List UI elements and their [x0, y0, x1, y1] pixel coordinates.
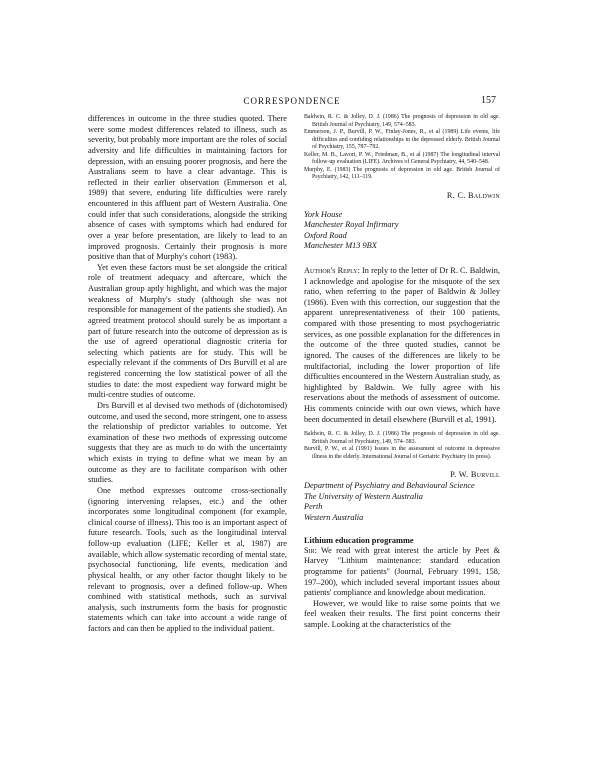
address-line: Western Australia: [304, 513, 364, 523]
salutation: Sir:: [304, 545, 317, 555]
reference-list: [304, 431, 500, 461]
author-signature: P. W. Burvill: [450, 470, 500, 480]
address-line: York House: [304, 209, 343, 219]
body-paragraph: differences in outcome in the three studies quoted. There were some modest differences related to illness, such as severity, but probably more important are the roles of social adversity and life difficulties in maintaining factors for depression, with an ensuing poorer prognosis, and here the Australians seem to have a clear advantage. This is reflected in their earlier observation (Emmerson et al, 1989) that severe, enduring life difficulties were rarely encountered in this affluent part of Western Australia. One could infer that such considerations, alongside the striking absence of cases with symptoms which had endured for over a year before presentation, are likely to lead to an improved prognosis. Certainly their prognosis is more positive than that of Murphy's cohort (1983).: [88, 114, 287, 262]
reference-item: Baldwin, R. C. & Jolley, D. J. (1986) The prognosis of depression in old age. British Journal of Psychiatry, 149, 574–583.: [304, 431, 500, 445]
author-signature: R. C. Baldwin: [446, 190, 500, 200]
running-head: CORRESPONDENCE: [243, 96, 341, 106]
reference-item: Keller, M. B., Lavori, P. W., Friedman, B., et al (1987) The longitudinal interval follow-up evaluation (LIFE). Archives of General Psychiatry, 44, 540–548.: [304, 151, 500, 165]
reference-item: Murphy, E. (1983) The prognosis of depression in old age. British Journal of Psychiatry, 142, 111–119.: [304, 166, 500, 180]
address-line: Manchester M13 9BX: [304, 241, 377, 251]
address-line: The University of Western Australia: [304, 491, 423, 501]
address-line: Oxford Road: [304, 230, 347, 240]
page-number: 157: [481, 95, 496, 106]
author-address: [304, 210, 500, 252]
author-address: [304, 481, 500, 523]
letter-paragraph: However, we would like to raise some points that we feel weaken their results. The first point concerns their sample. Looking at the characteristics of the: [304, 598, 500, 629]
letter-text: We read with great interest the article by Peet & Harvey "Lithium maintenance: standard education programme for patients" (Journal, February 1991, 158, 197–200), which included several important issues about patients' compliance and knowledge about medication.: [304, 545, 500, 598]
right-column: [304, 114, 500, 631]
address-line: Manchester Royal Infirmary: [304, 220, 399, 230]
body-paragraph: Drs Burvill et al devised two methods of (dichotomised) outcome, and used the second, more stringent, one to assess the relationship of predictor variables to outcome. Yet examination of these two methods of expressing outcome suggests that they are as much to do with the uncertainty which exists in trying to define what we mean by an outcome as they are to facilitate comparison with other studies.: [88, 400, 287, 485]
reply-text: In reply to the letter of Dr R. C. Baldwin, I acknowledge and apologise for the misquote of the sex ratio, when referring to the paper of Baldwin & Jolley (1986). Even with this correction, our suggestion that the apparent unrepresentativeness of their 100 patients, compared with those presenting to most psychogeriatric services, as one possible explanation for the differences in the outcome of the three quoted studies, cannot be ignored. The causes of the differences are likely to be multifactorial, including the lower proportion of life difficulties encountered in the Western Australian study, as highlighted by Baldwin. We fully agree with his reservations about the methods of assessment of outcome. His comments coincide with our own views, which have been documented in detail elsewhere (Burvill et al, 1991).: [304, 265, 500, 424]
address-line: Department of Psychiatry and Behavioural Science: [304, 481, 475, 491]
reference-list: [304, 114, 500, 182]
reference-item: Emmerson, J. P., Burvill, P. W., Finlay-Jones, R., et al (1989) Life events, life difficulties and confiding relationships in the depressed elderly. British Journal of Psychiatry, 155, 787–792.: [304, 129, 500, 150]
left-column: [88, 114, 287, 635]
reply-paragraph: [304, 266, 500, 425]
body-paragraph: Yet even these factors must be set alongside the critical role of treatment adequacy and aftercare, which the Australian group aptly highlight, and which was the major weakness of Murphy's study (although she was not responsible for management of the patients she studied). An agreed treatment protocol should surely be as important a part of future research into the outcome of depression as is the use of agreed operational diagnostic criteria for selecting which patients are for study. This will be especially relevant if the comments of Drs Burvill et al are registered concerning the low statistical power of all the studies to date: the most expedient way forward might be multi-centre studies of outcome.: [88, 262, 287, 400]
section-heading: Lithium education programme: [304, 535, 414, 545]
reference-item: Burvill, P. W., et al (1991) Issues in the assessment of outcome in depressive illness in the elderly. International Journal of Geriatric Psychiatry (in press).: [304, 446, 500, 460]
address-line: Perth: [304, 502, 323, 512]
reply-label: Author's Reply:: [304, 265, 360, 275]
body-paragraph: One method expresses outcome cross-sectionally (ignoring intervening relapses, etc.) and the other incorporates some longitudinal component (for example, clinical course of illness). This too is an important aspect of future research. Tools, such as the longitudinal interval follow-up evaluation (LIFE; Keller et al, 1987) are available, which allow systematic recording of mental state, psychosocial functioning, life events, medication and physical health, or any other factor thought likely to be relevant to prognosis, over a defined follow-up. When combined with statistical methods, such as survival analysis, such instruments form the basis for prognostic statements which can take into account a wide range of factors and can then be applied to the individual patient.: [88, 485, 287, 633]
reference-item: Baldwin, R. C. & Jolley, D. J. (1986) The prognosis of depression in old age. British Journal of Psychiatry, 149, 574–583.: [304, 114, 500, 128]
letter-paragraph: [304, 546, 500, 599]
